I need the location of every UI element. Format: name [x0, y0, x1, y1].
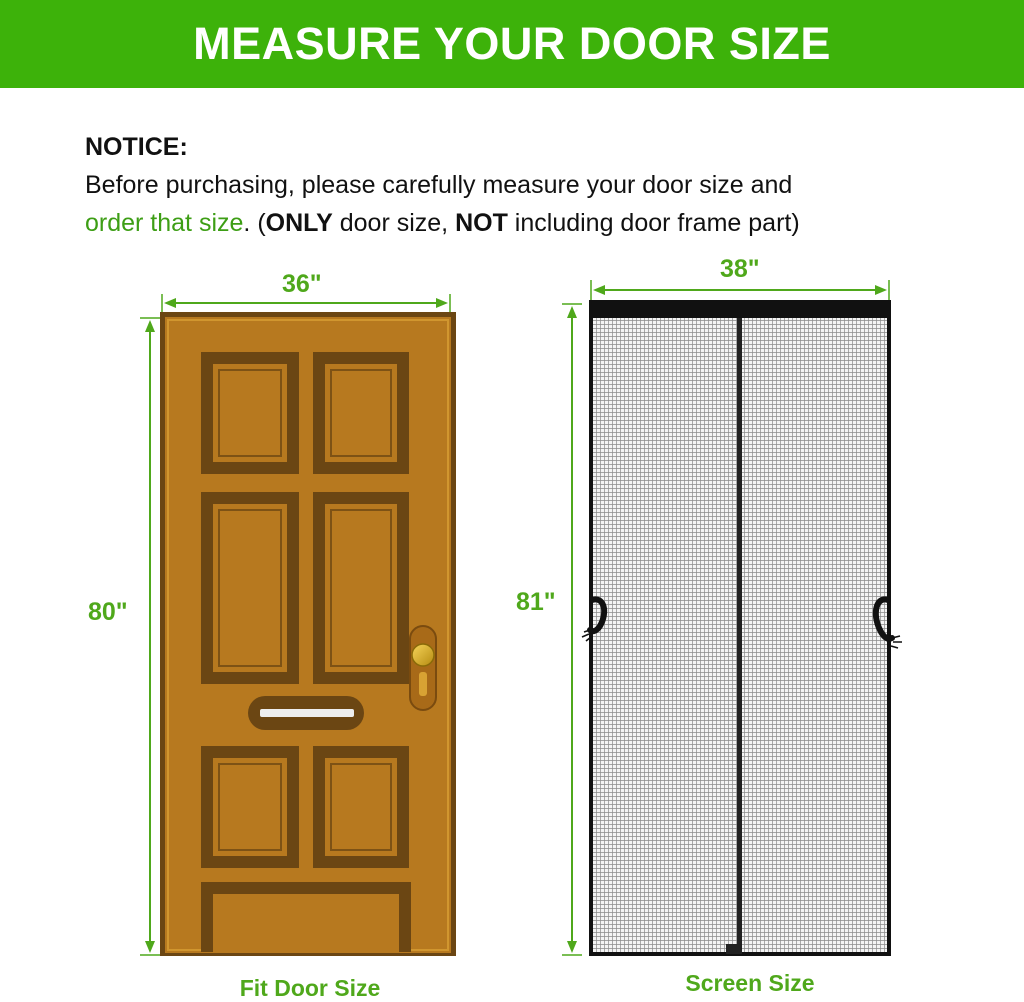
notice-line-1: Before purchasing, please carefully measure your door size and	[85, 171, 793, 199]
notice-text-c: including door frame part)	[507, 209, 800, 237]
notice-only: ONLY	[265, 209, 333, 237]
door-height-label: 80"	[88, 598, 128, 626]
mail-slot	[248, 696, 364, 730]
door-kick-panel	[201, 882, 411, 952]
notice-not: NOT	[455, 209, 508, 237]
notice-text-b: door size,	[332, 209, 456, 237]
notice-label: NOTICE:	[85, 133, 188, 161]
screen-illustration	[582, 302, 902, 954]
door-panel-bottom-right	[313, 746, 409, 868]
door-caption: Fit Door Size	[239, 975, 381, 1001]
notice-text-a: . (	[243, 209, 266, 237]
notice-order-size: order that size	[85, 209, 244, 237]
door-width-label: 36"	[282, 270, 322, 298]
door-panel-middle-left	[201, 492, 299, 684]
door-panel-top-right	[313, 352, 409, 474]
door-illustration	[160, 312, 456, 956]
door-panel-top-left	[201, 352, 299, 474]
door-knob-icon	[410, 626, 436, 710]
screen-caption: Screen Size	[685, 970, 815, 996]
door-height-dimension	[140, 318, 160, 955]
door-panel-middle-right	[313, 492, 409, 684]
page-title: MEASURE YOUR DOOR SIZE	[193, 18, 831, 69]
door-panel-bottom-left	[201, 746, 299, 868]
screen-height-dimension	[562, 304, 582, 955]
screen-height-label: 81"	[516, 588, 556, 616]
screen-width-label: 38"	[720, 255, 760, 283]
